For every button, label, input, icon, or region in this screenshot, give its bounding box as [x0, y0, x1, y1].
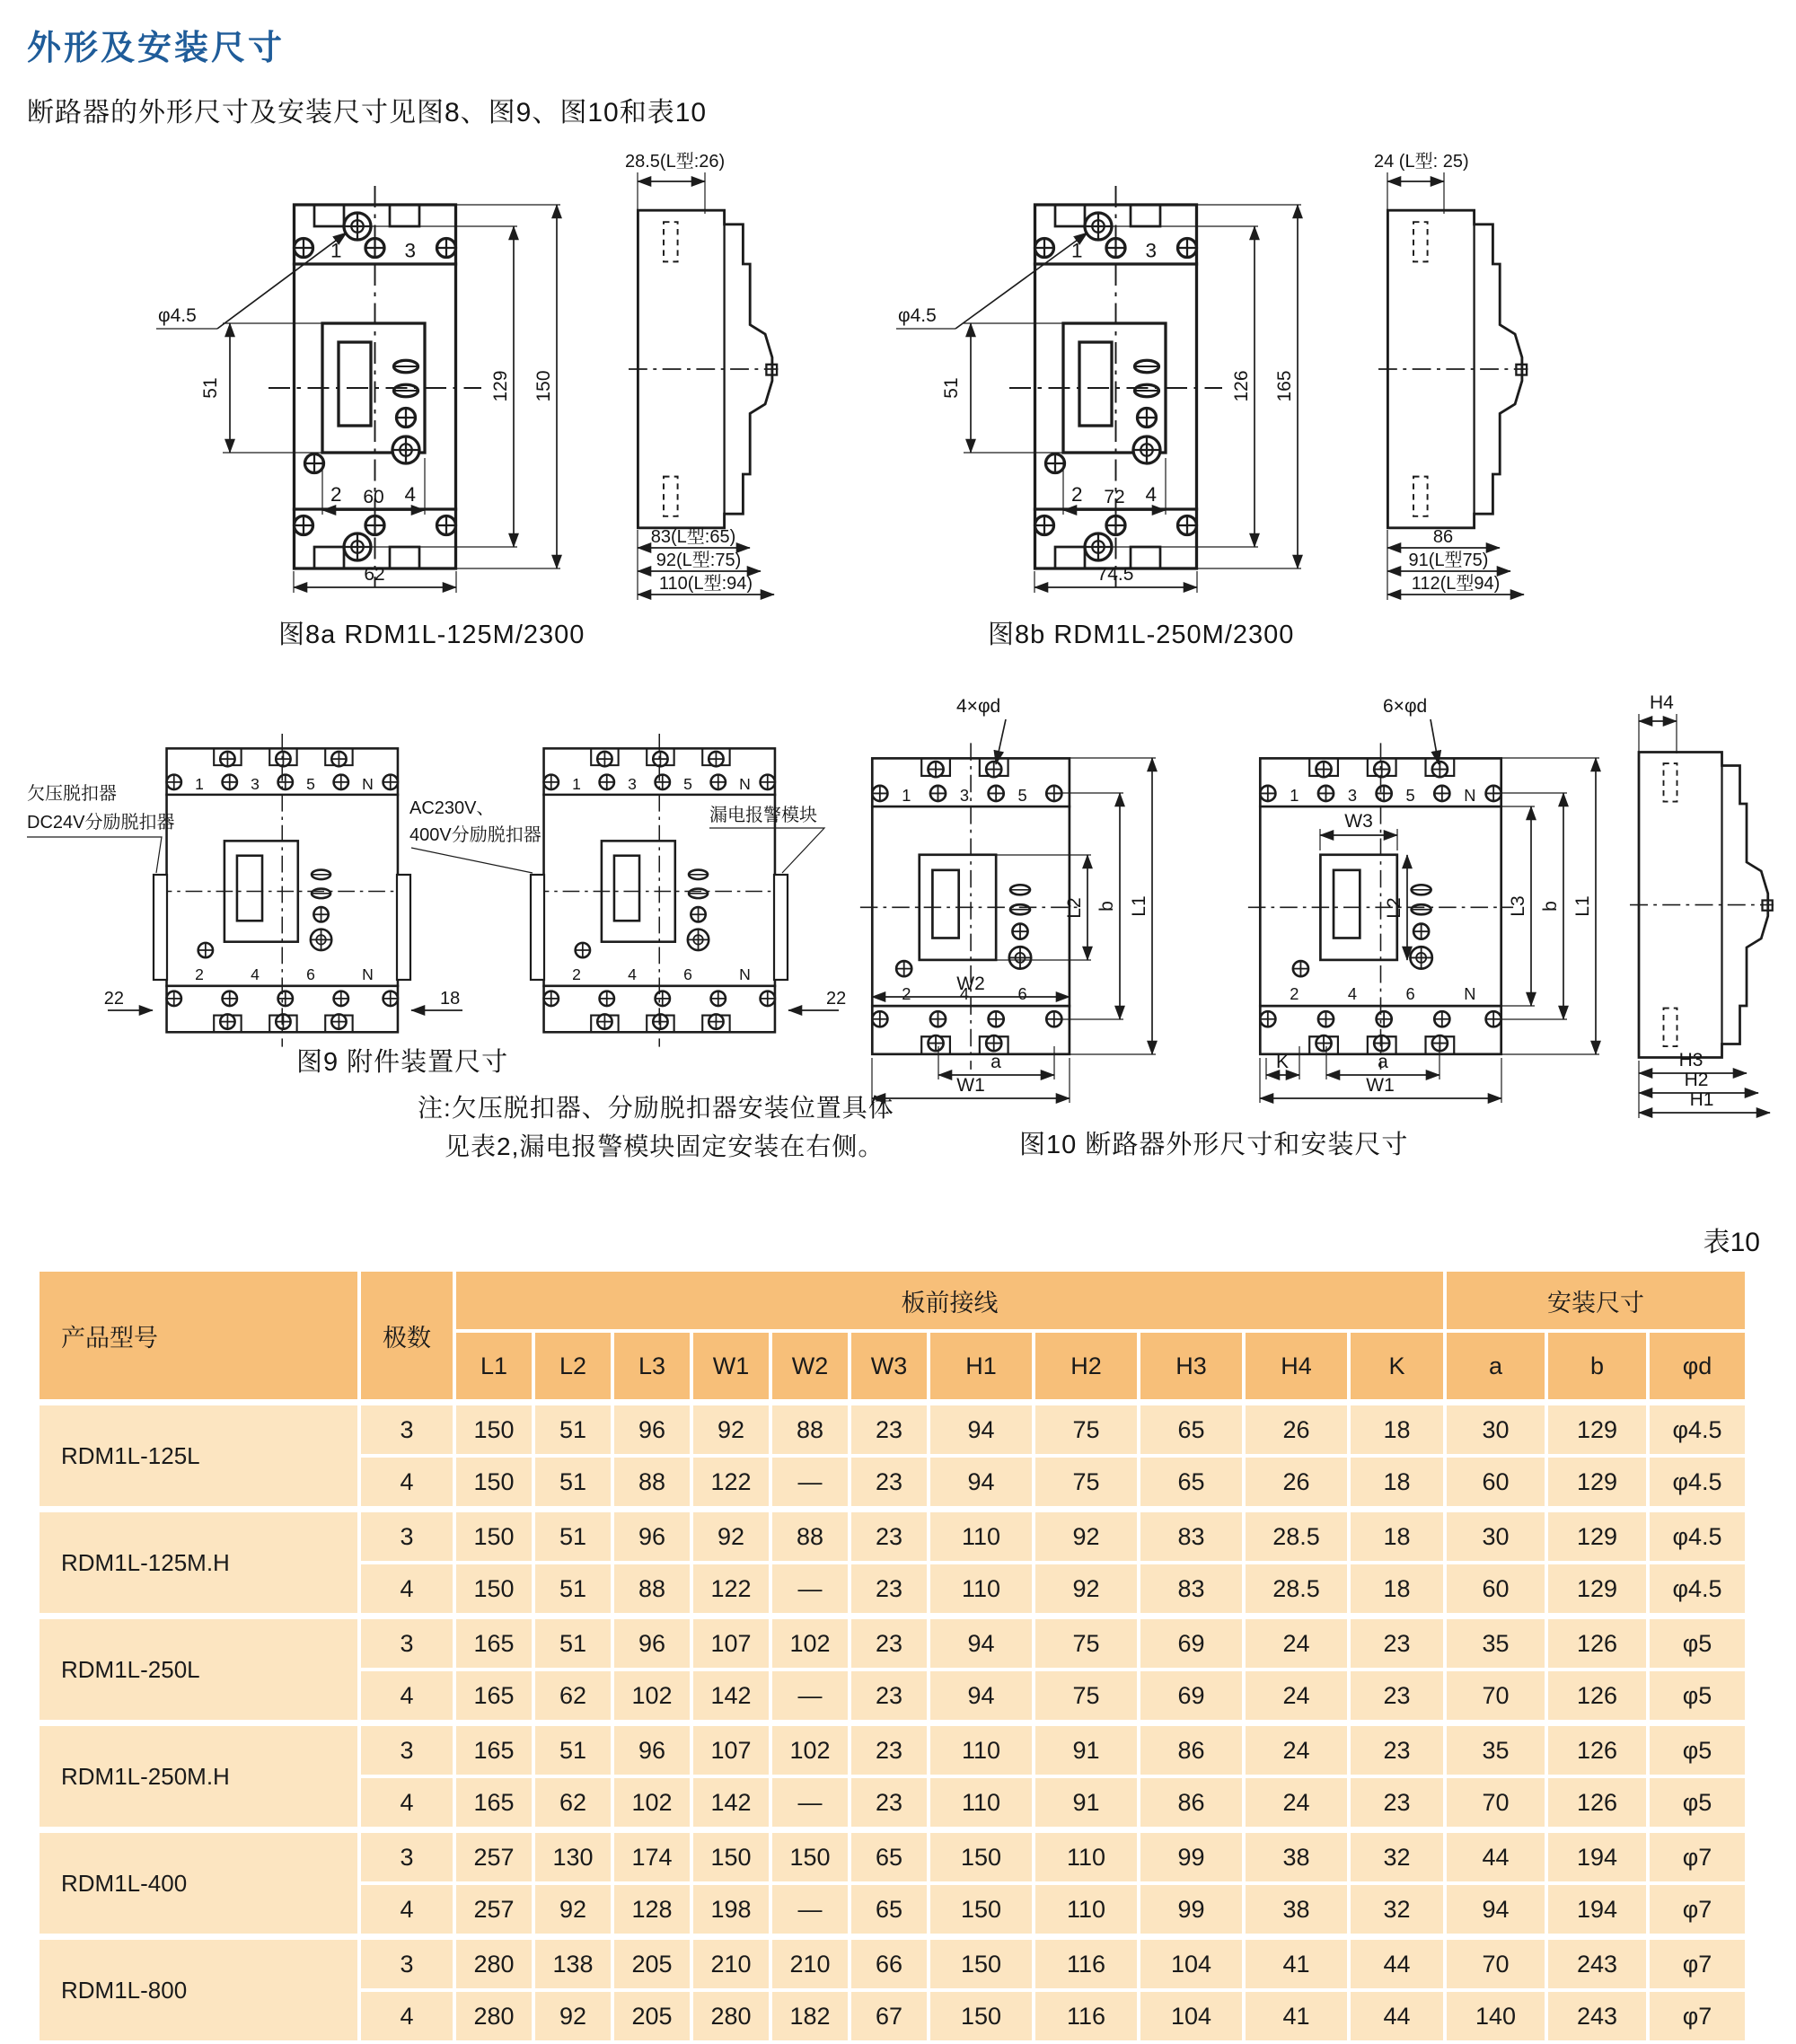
poles-cell: 4 — [359, 1776, 454, 1830]
value-cell: 194 — [1546, 1883, 1648, 1937]
value-cell: 107 — [691, 1723, 770, 1777]
value-cell: 94 — [929, 1456, 1034, 1510]
dim-label: 22 — [103, 989, 124, 1009]
column-header-W2: W2 — [770, 1331, 850, 1403]
value-cell: 205 — [612, 1937, 691, 1991]
value-cell: 129 — [1546, 1456, 1648, 1510]
value-cell: 66 — [850, 1937, 929, 1991]
value-cell: — — [770, 1456, 850, 1510]
value-cell: 41 — [1244, 1937, 1349, 1991]
dim-label: 51 — [200, 377, 221, 399]
value-cell: 92 — [533, 1883, 612, 1937]
dim-label: 22 — [826, 989, 847, 1009]
dim-label: 165 — [1274, 370, 1295, 402]
figure-10-drawing — [822, 687, 1796, 1118]
value-cell: 116 — [1034, 1937, 1139, 1991]
value-cell: 83 — [1139, 1510, 1244, 1564]
poles-cell: 4 — [359, 1456, 454, 1510]
value-cell: 18 — [1349, 1563, 1445, 1617]
value-cell: 67 — [850, 1990, 929, 2042]
column-header-K: K — [1349, 1331, 1445, 1403]
dim-label: 28.5(L型:26) — [625, 152, 726, 172]
dim-label: L2 — [1064, 897, 1085, 919]
value-cell: φ5 — [1648, 1617, 1747, 1670]
figure-8a-caption: 图8a RDM1L-125M/2300 — [278, 621, 585, 649]
dim-label: W1 — [1366, 1075, 1395, 1096]
value-cell: 38 — [1244, 1883, 1349, 1937]
value-cell: 65 — [1139, 1403, 1244, 1457]
dim-label: W1 — [956, 1075, 985, 1096]
value-cell: 94 — [929, 1403, 1034, 1457]
table-row — [38, 1403, 1747, 1457]
value-cell: 32 — [1349, 1830, 1445, 1884]
dim-label: H2 — [1684, 1070, 1709, 1090]
value-cell: 92 — [533, 1990, 612, 2042]
value-cell: 110 — [1034, 1883, 1139, 1937]
page-title: 外形及安装尺寸 — [27, 30, 286, 67]
accessory-label: DC24V分励脱扣器 — [27, 813, 175, 833]
note-line: 见表2,漏电报警模块固定安装在右侧。 — [445, 1132, 885, 1160]
column-header-W1: W1 — [691, 1331, 770, 1403]
value-cell: 24 — [1244, 1723, 1349, 1777]
value-cell: 24 — [1244, 1776, 1349, 1830]
dim-label: φ4.5 — [898, 305, 937, 326]
accessory-label: 漏电报警模块 — [709, 806, 817, 825]
dim-label: 112(L型94) — [1411, 574, 1501, 594]
dim-label: 60 — [363, 487, 384, 507]
value-cell: φ5 — [1648, 1723, 1747, 1777]
value-cell: 51 — [533, 1563, 612, 1617]
dim-label: 86 — [1432, 527, 1454, 547]
group-mounting-header: 安装尺寸 — [1445, 1270, 1747, 1331]
value-cell: 75 — [1034, 1617, 1139, 1670]
table-row — [38, 1723, 1747, 1777]
poles-cell: 3 — [359, 1723, 454, 1777]
value-cell: 102 — [612, 1670, 691, 1723]
column-header-H3: H3 — [1139, 1331, 1244, 1403]
dim-label: 150 — [533, 370, 554, 402]
value-cell: 110 — [929, 1723, 1034, 1777]
dim-label: b — [1540, 901, 1561, 912]
column-header-H1: H1 — [929, 1331, 1034, 1403]
figure-10-caption: 图10 断路器外形尺寸和安装尺寸 — [1019, 1131, 1409, 1159]
value-cell: 243 — [1546, 1990, 1648, 2042]
spec-table — [36, 1268, 1748, 2044]
dim-label: 4×φd — [956, 696, 1001, 717]
table-row — [38, 1617, 1747, 1670]
value-cell: 96 — [612, 1617, 691, 1670]
intro-text: 断路器的外形尺寸及安装尺寸见图8、图9、图10和表10 — [27, 98, 708, 128]
value-cell: 92 — [691, 1510, 770, 1564]
value-cell: 24 — [1244, 1670, 1349, 1723]
value-cell: 280 — [454, 1937, 533, 1991]
value-cell: 23 — [850, 1670, 929, 1723]
value-cell: 28.5 — [1244, 1563, 1349, 1617]
value-cell: 70 — [1445, 1670, 1546, 1723]
value-cell: φ7 — [1648, 1883, 1747, 1937]
value-cell: 65 — [850, 1883, 929, 1937]
spec-table-body — [38, 1403, 1747, 2043]
dim-label: W2 — [956, 974, 985, 994]
value-cell: 126 — [1546, 1723, 1648, 1777]
value-cell: 23 — [1349, 1776, 1445, 1830]
dim-label: 72 — [1104, 487, 1125, 507]
value-cell: 126 — [1546, 1617, 1648, 1670]
value-cell: φ4.5 — [1648, 1403, 1747, 1457]
dim-label: L1 — [1129, 895, 1149, 917]
figure-9-drawing — [25, 711, 869, 1053]
value-cell: — — [770, 1563, 850, 1617]
value-cell: 210 — [770, 1937, 850, 1991]
column-header-L3: L3 — [612, 1331, 691, 1403]
column-header-L1: L1 — [454, 1331, 533, 1403]
dim-label: b — [1096, 901, 1117, 912]
dim-label: 92(L型:75) — [656, 551, 742, 570]
value-cell: 140 — [1445, 1990, 1546, 2042]
dim-label: 18 — [440, 989, 461, 1009]
value-cell: 94 — [929, 1617, 1034, 1670]
table-row — [38, 1937, 1747, 1991]
value-cell: 18 — [1349, 1456, 1445, 1510]
poles-cell: 3 — [359, 1617, 454, 1670]
value-cell: 150 — [454, 1563, 533, 1617]
value-cell: φ4.5 — [1648, 1563, 1747, 1617]
value-cell: 116 — [1034, 1990, 1139, 2042]
value-cell: 130 — [533, 1830, 612, 1884]
model-cell: RDM1L-125M.H — [38, 1510, 359, 1617]
value-cell: 41 — [1244, 1990, 1349, 2042]
column-header-H4: H4 — [1244, 1331, 1349, 1403]
group-front-wiring-header: 板前接线 — [454, 1270, 1445, 1331]
figure-8a-drawing — [126, 142, 835, 602]
value-cell: 23 — [850, 1510, 929, 1564]
value-cell: 150 — [929, 1830, 1034, 1884]
value-cell: 174 — [612, 1830, 691, 1884]
value-cell: 60 — [1445, 1563, 1546, 1617]
value-cell: 126 — [1546, 1670, 1648, 1723]
value-cell: 129 — [1546, 1510, 1648, 1564]
dim-label: 91(L型75) — [1408, 551, 1489, 570]
figure-9-caption: 图9 附件装置尺寸 — [296, 1048, 509, 1077]
dim-label: a — [990, 1052, 1001, 1072]
value-cell: 75 — [1034, 1670, 1139, 1723]
accessory-label: 欠压脱扣器 — [27, 784, 117, 804]
poles-cell: 4 — [359, 1563, 454, 1617]
value-cell: 70 — [1445, 1776, 1546, 1830]
value-cell: 91 — [1034, 1723, 1139, 1777]
value-cell: 86 — [1139, 1776, 1244, 1830]
column-header-H2: H2 — [1034, 1331, 1139, 1403]
value-cell: 30 — [1445, 1510, 1546, 1564]
value-cell: 182 — [770, 1990, 850, 2042]
value-cell: 92 — [691, 1403, 770, 1457]
value-cell: — — [770, 1883, 850, 1937]
value-cell: 51 — [533, 1510, 612, 1564]
column-header-L2: L2 — [533, 1331, 612, 1403]
value-cell: 51 — [533, 1617, 612, 1670]
value-cell: 23 — [850, 1456, 929, 1510]
dim-label: W3 — [1344, 811, 1373, 832]
value-cell: 23 — [850, 1403, 929, 1457]
value-cell: 88 — [612, 1563, 691, 1617]
poles-cell: 4 — [359, 1990, 454, 2042]
value-cell: 150 — [929, 1990, 1034, 2042]
value-cell: 96 — [612, 1510, 691, 1564]
value-cell: φ4.5 — [1648, 1456, 1747, 1510]
value-cell: 150 — [770, 1830, 850, 1884]
value-cell: 83 — [1139, 1563, 1244, 1617]
value-cell: 96 — [612, 1723, 691, 1777]
value-cell: 18 — [1349, 1510, 1445, 1564]
dim-label: φ4.5 — [158, 305, 197, 326]
value-cell: 18 — [1349, 1403, 1445, 1457]
value-cell: 24 — [1244, 1617, 1349, 1670]
value-cell: 51 — [533, 1403, 612, 1457]
model-cell: RDM1L-250M.H — [38, 1723, 359, 1830]
dim-label: 110(L型:94) — [658, 574, 753, 594]
value-cell: 194 — [1546, 1830, 1648, 1884]
accessory-label: AC230V、 — [409, 798, 495, 818]
column-header-W3: W3 — [850, 1331, 929, 1403]
dim-label: 129 — [490, 370, 511, 402]
value-cell: 51 — [533, 1456, 612, 1510]
value-cell: 99 — [1139, 1883, 1244, 1937]
table-row — [38, 1830, 1747, 1884]
value-cell: 126 — [1546, 1776, 1648, 1830]
value-cell: 280 — [454, 1990, 533, 2042]
value-cell: 23 — [850, 1776, 929, 1830]
column-header-φd: φd — [1648, 1331, 1747, 1403]
value-cell: 129 — [1546, 1403, 1648, 1457]
value-cell: 122 — [691, 1563, 770, 1617]
value-cell: φ7 — [1648, 1937, 1747, 1991]
model-cell: RDM1L-800 — [38, 1937, 359, 2043]
figure-8b-caption: 图8b RDM1L-250M/2300 — [988, 621, 1295, 649]
value-cell: φ5 — [1648, 1776, 1747, 1830]
dim-label: 83(L型:65) — [650, 527, 736, 547]
value-cell: 88 — [612, 1456, 691, 1510]
value-cell: 102 — [770, 1617, 850, 1670]
value-cell: 150 — [929, 1883, 1034, 1937]
table-tag: 表10 — [1703, 1228, 1760, 1257]
dim-label: 74.5 — [1096, 564, 1134, 585]
value-cell: 26 — [1244, 1456, 1349, 1510]
value-cell: 23 — [1349, 1723, 1445, 1777]
value-cell: 91 — [1034, 1776, 1139, 1830]
poles-cell: 4 — [359, 1883, 454, 1937]
value-cell: 280 — [691, 1990, 770, 2042]
value-cell: 94 — [929, 1670, 1034, 1723]
value-cell: 23 — [850, 1563, 929, 1617]
value-cell: 198 — [691, 1883, 770, 1937]
value-cell: 96 — [612, 1403, 691, 1457]
value-cell: 65 — [850, 1830, 929, 1884]
poles-cell: 3 — [359, 1510, 454, 1564]
value-cell: 210 — [691, 1937, 770, 1991]
value-cell: 51 — [533, 1723, 612, 1777]
value-cell: φ4.5 — [1648, 1510, 1747, 1564]
col-poles-header: 极数 — [359, 1270, 454, 1403]
value-cell: 110 — [1034, 1830, 1139, 1884]
value-cell: 65 — [1139, 1456, 1244, 1510]
value-cell: 99 — [1139, 1830, 1244, 1884]
col-product-header: 产品型号 — [38, 1270, 359, 1403]
value-cell: 92 — [1034, 1510, 1139, 1564]
value-cell: 32 — [1349, 1883, 1445, 1937]
value-cell: 165 — [454, 1776, 533, 1830]
value-cell: 75 — [1034, 1403, 1139, 1457]
value-cell: 23 — [850, 1723, 929, 1777]
value-cell: 150 — [454, 1456, 533, 1510]
value-cell: φ7 — [1648, 1990, 1747, 2042]
value-cell: 150 — [929, 1937, 1034, 1991]
value-cell: 88 — [770, 1403, 850, 1457]
value-cell: 60 — [1445, 1456, 1546, 1510]
value-cell: 102 — [770, 1723, 850, 1777]
value-cell: 70 — [1445, 1937, 1546, 1991]
value-cell: — — [770, 1776, 850, 1830]
dim-label: L2 — [1384, 897, 1404, 919]
value-cell: 150 — [454, 1510, 533, 1564]
value-cell: 35 — [1445, 1617, 1546, 1670]
value-cell: 165 — [454, 1617, 533, 1670]
value-cell: 30 — [1445, 1403, 1546, 1457]
value-cell: 110 — [929, 1563, 1034, 1617]
value-cell: 62 — [533, 1670, 612, 1723]
value-cell: 128 — [612, 1883, 691, 1937]
poles-cell: 3 — [359, 1830, 454, 1884]
value-cell: 44 — [1349, 1937, 1445, 1991]
model-cell: RDM1L-250L — [38, 1617, 359, 1723]
value-cell: 129 — [1546, 1563, 1648, 1617]
dim-label: 6×φd — [1383, 696, 1428, 717]
value-cell: 23 — [1349, 1670, 1445, 1723]
value-cell: 75 — [1034, 1456, 1139, 1510]
value-cell: φ5 — [1648, 1670, 1747, 1723]
value-cell: 69 — [1139, 1670, 1244, 1723]
dim-label: L3 — [1508, 895, 1528, 917]
column-header-b: b — [1546, 1331, 1648, 1403]
value-cell: 142 — [691, 1776, 770, 1830]
value-cell: 23 — [850, 1617, 929, 1670]
dim-label: H3 — [1678, 1050, 1704, 1070]
value-cell: 150 — [691, 1830, 770, 1884]
dim-label: L1 — [1572, 895, 1593, 917]
dim-label: H4 — [1650, 692, 1674, 713]
value-cell: 257 — [454, 1883, 533, 1937]
poles-cell: 3 — [359, 1403, 454, 1457]
value-cell: 104 — [1139, 1937, 1244, 1991]
value-cell: — — [770, 1670, 850, 1723]
value-cell: 28.5 — [1244, 1510, 1349, 1564]
value-cell: 107 — [691, 1617, 770, 1670]
dim-label: 51 — [941, 377, 962, 399]
value-cell: 44 — [1445, 1830, 1546, 1884]
table-row — [38, 1510, 1747, 1564]
value-cell: 86 — [1139, 1723, 1244, 1777]
value-cell: 110 — [929, 1510, 1034, 1564]
value-cell: 88 — [770, 1510, 850, 1564]
dim-label: a — [1378, 1052, 1388, 1072]
value-cell: 92 — [1034, 1563, 1139, 1617]
value-cell: 23 — [1349, 1617, 1445, 1670]
value-cell: 243 — [1546, 1937, 1648, 1991]
value-cell: 165 — [454, 1670, 533, 1723]
value-cell: 104 — [1139, 1990, 1244, 2042]
accessory-label: 400V分励脱扣器 — [409, 825, 541, 845]
value-cell: 94 — [1445, 1883, 1546, 1937]
value-cell: 110 — [929, 1776, 1034, 1830]
figure-8b-drawing — [853, 142, 1580, 602]
value-cell: 62 — [533, 1776, 612, 1830]
model-cell: RDM1L-125L — [38, 1403, 359, 1510]
dim-label: H1 — [1689, 1089, 1714, 1110]
value-cell: 205 — [612, 1990, 691, 2042]
value-cell: 38 — [1244, 1830, 1349, 1884]
value-cell: 165 — [454, 1723, 533, 1777]
model-cell: RDM1L-400 — [38, 1830, 359, 1937]
dim-label: 126 — [1231, 370, 1252, 402]
dim-label: 24 (L型: 25) — [1374, 152, 1469, 172]
value-cell: 35 — [1445, 1723, 1546, 1777]
value-cell: 69 — [1139, 1617, 1244, 1670]
value-cell: 142 — [691, 1670, 770, 1723]
value-cell: 102 — [612, 1776, 691, 1830]
poles-cell: 3 — [359, 1937, 454, 1991]
value-cell: 257 — [454, 1830, 533, 1884]
dim-label: 62 — [364, 564, 385, 585]
value-cell: 150 — [454, 1403, 533, 1457]
value-cell: 138 — [533, 1937, 612, 1991]
value-cell: 122 — [691, 1456, 770, 1510]
value-cell: φ7 — [1648, 1830, 1747, 1884]
value-cell: 26 — [1244, 1403, 1349, 1457]
note-line: 注:欠压脱扣器、分励脱扣器安装位置具体 — [418, 1094, 894, 1122]
column-header-a: a — [1445, 1331, 1546, 1403]
value-cell: 44 — [1349, 1990, 1445, 2042]
dim-label: K — [1275, 1052, 1290, 1072]
poles-cell: 4 — [359, 1670, 454, 1723]
